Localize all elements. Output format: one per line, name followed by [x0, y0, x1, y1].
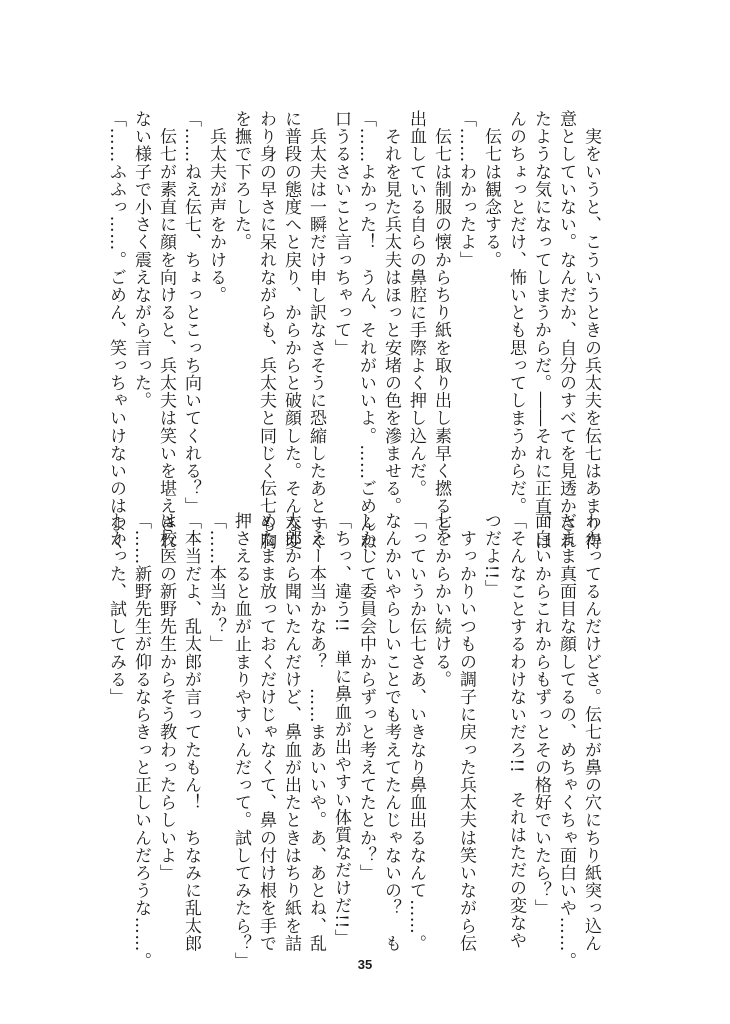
text-column: 「そんなことするわけないだろ!! それはただの変なや: [506, 512, 526, 950]
text-column: 「ちっ、違う!! 単に鼻血が出やすい体質なだけだ!!」: [331, 512, 351, 947]
text-column: なんかいやらしいことでも考えてたんじゃないの？ も: [381, 512, 401, 952]
text-column: めたまま放っておくだけじゃなくて、鼻の付け根を手で: [256, 512, 276, 952]
text-column: 伝七が素直に顔を向けると、兵太夫は笑いを堪えきれ: [156, 110, 176, 550]
text-column: 口うるさいこと言っちゃって」: [331, 110, 351, 357]
text-column: んのちょっとだけ、怖いとも思ってしまうからだ。: [506, 110, 526, 515]
text-column: 意としていない。なんだか、自分のすべてを見透かされ: [556, 110, 576, 550]
text-column: 兵太夫は一瞬だけ申し訳なさそうに恐縮したあとすぐ: [306, 110, 326, 550]
text-column: ない様子で小さく震えながら言った。: [131, 110, 151, 410]
text-column: を撫で下ろした。: [231, 110, 251, 251]
text-column: 「本当だよ、乱太郎が言ってたもん！ ちなみに乱太郎: [181, 512, 201, 952]
text-column: わかってるんだけどさ。伝七が鼻の穴にちり紙突っ込ん: [581, 512, 601, 952]
text-column: 「えー本当かなあ？ ……まあいいや。あ、あとね、乱: [306, 512, 326, 952]
text-column: 実をいうと、こういうときの兵太夫を伝七はあまり得: [581, 110, 601, 550]
text-column: 押さえると血が止まりやすいんだって。試してみたら？」: [231, 512, 251, 970]
text-column: に普段の態度へと戻り、からからと破顔した。そんな変: [281, 110, 301, 550]
text-column: 面白いからこれからもずっとその格好でいたら？」: [531, 512, 551, 917]
text-column: しかして委員会中からずっと考えてたとか？」: [356, 512, 376, 882]
text-column: 「っていうか伝七さあ、いきなり鼻血出るなんて……。: [406, 512, 426, 952]
text-column: 「……わかったよ」: [456, 110, 476, 269]
text-column: すっかりいつもの調子に戻った兵太夫は笑いながら伝: [456, 512, 476, 952]
text-column: は校医の新野先生からそう教わったらしいよ」: [156, 512, 176, 882]
text-column: 「……ふふっ……。ごめん、笑っちゃいけないのはよく: [106, 110, 126, 550]
text-column: それを見た兵太夫はほっと安堵の色を滲ませる。: [381, 110, 401, 515]
text-column: 「……よかった！ うん、それがいいよ。……ごめんね、: [356, 110, 376, 568]
text-column: 兵太夫が声をかける。: [206, 110, 226, 304]
text-column: つだよ!!」: [481, 512, 501, 598]
text-column: わかった、試してみる」: [106, 512, 126, 706]
text-column: 「……新野先生が仰るならきっと正しいんだろうな……。: [131, 512, 151, 970]
text-column: わり身の早さに呆れながらも、兵太夫と同じく伝七も胸: [256, 110, 276, 550]
text-column: 伝七は観念する。: [481, 110, 501, 269]
text-column: 七をからかい続ける。: [431, 512, 451, 688]
text-column: だまま真面目な顔してるの、めちゃくちゃ面白いや……。: [556, 512, 576, 970]
page-number: 35: [357, 957, 373, 972]
text-column: 伝七は制服の懐からちり紙を取り出し素早く撚ると、: [431, 110, 451, 550]
text-column: たような気になってしまうからだ。――それに正直、ほ: [531, 110, 551, 550]
text-column: 太郎から聞いたんだけど、鼻血が出たときはちり紙を詰: [281, 512, 301, 952]
text-column: 出血している自らの鼻腔に手際よく押し込んだ。: [406, 110, 426, 498]
text-column: 「……ねえ伝七、ちょっとこっち向いてくれる？」: [181, 110, 201, 515]
text-column: 「……本当か？」: [206, 512, 226, 653]
